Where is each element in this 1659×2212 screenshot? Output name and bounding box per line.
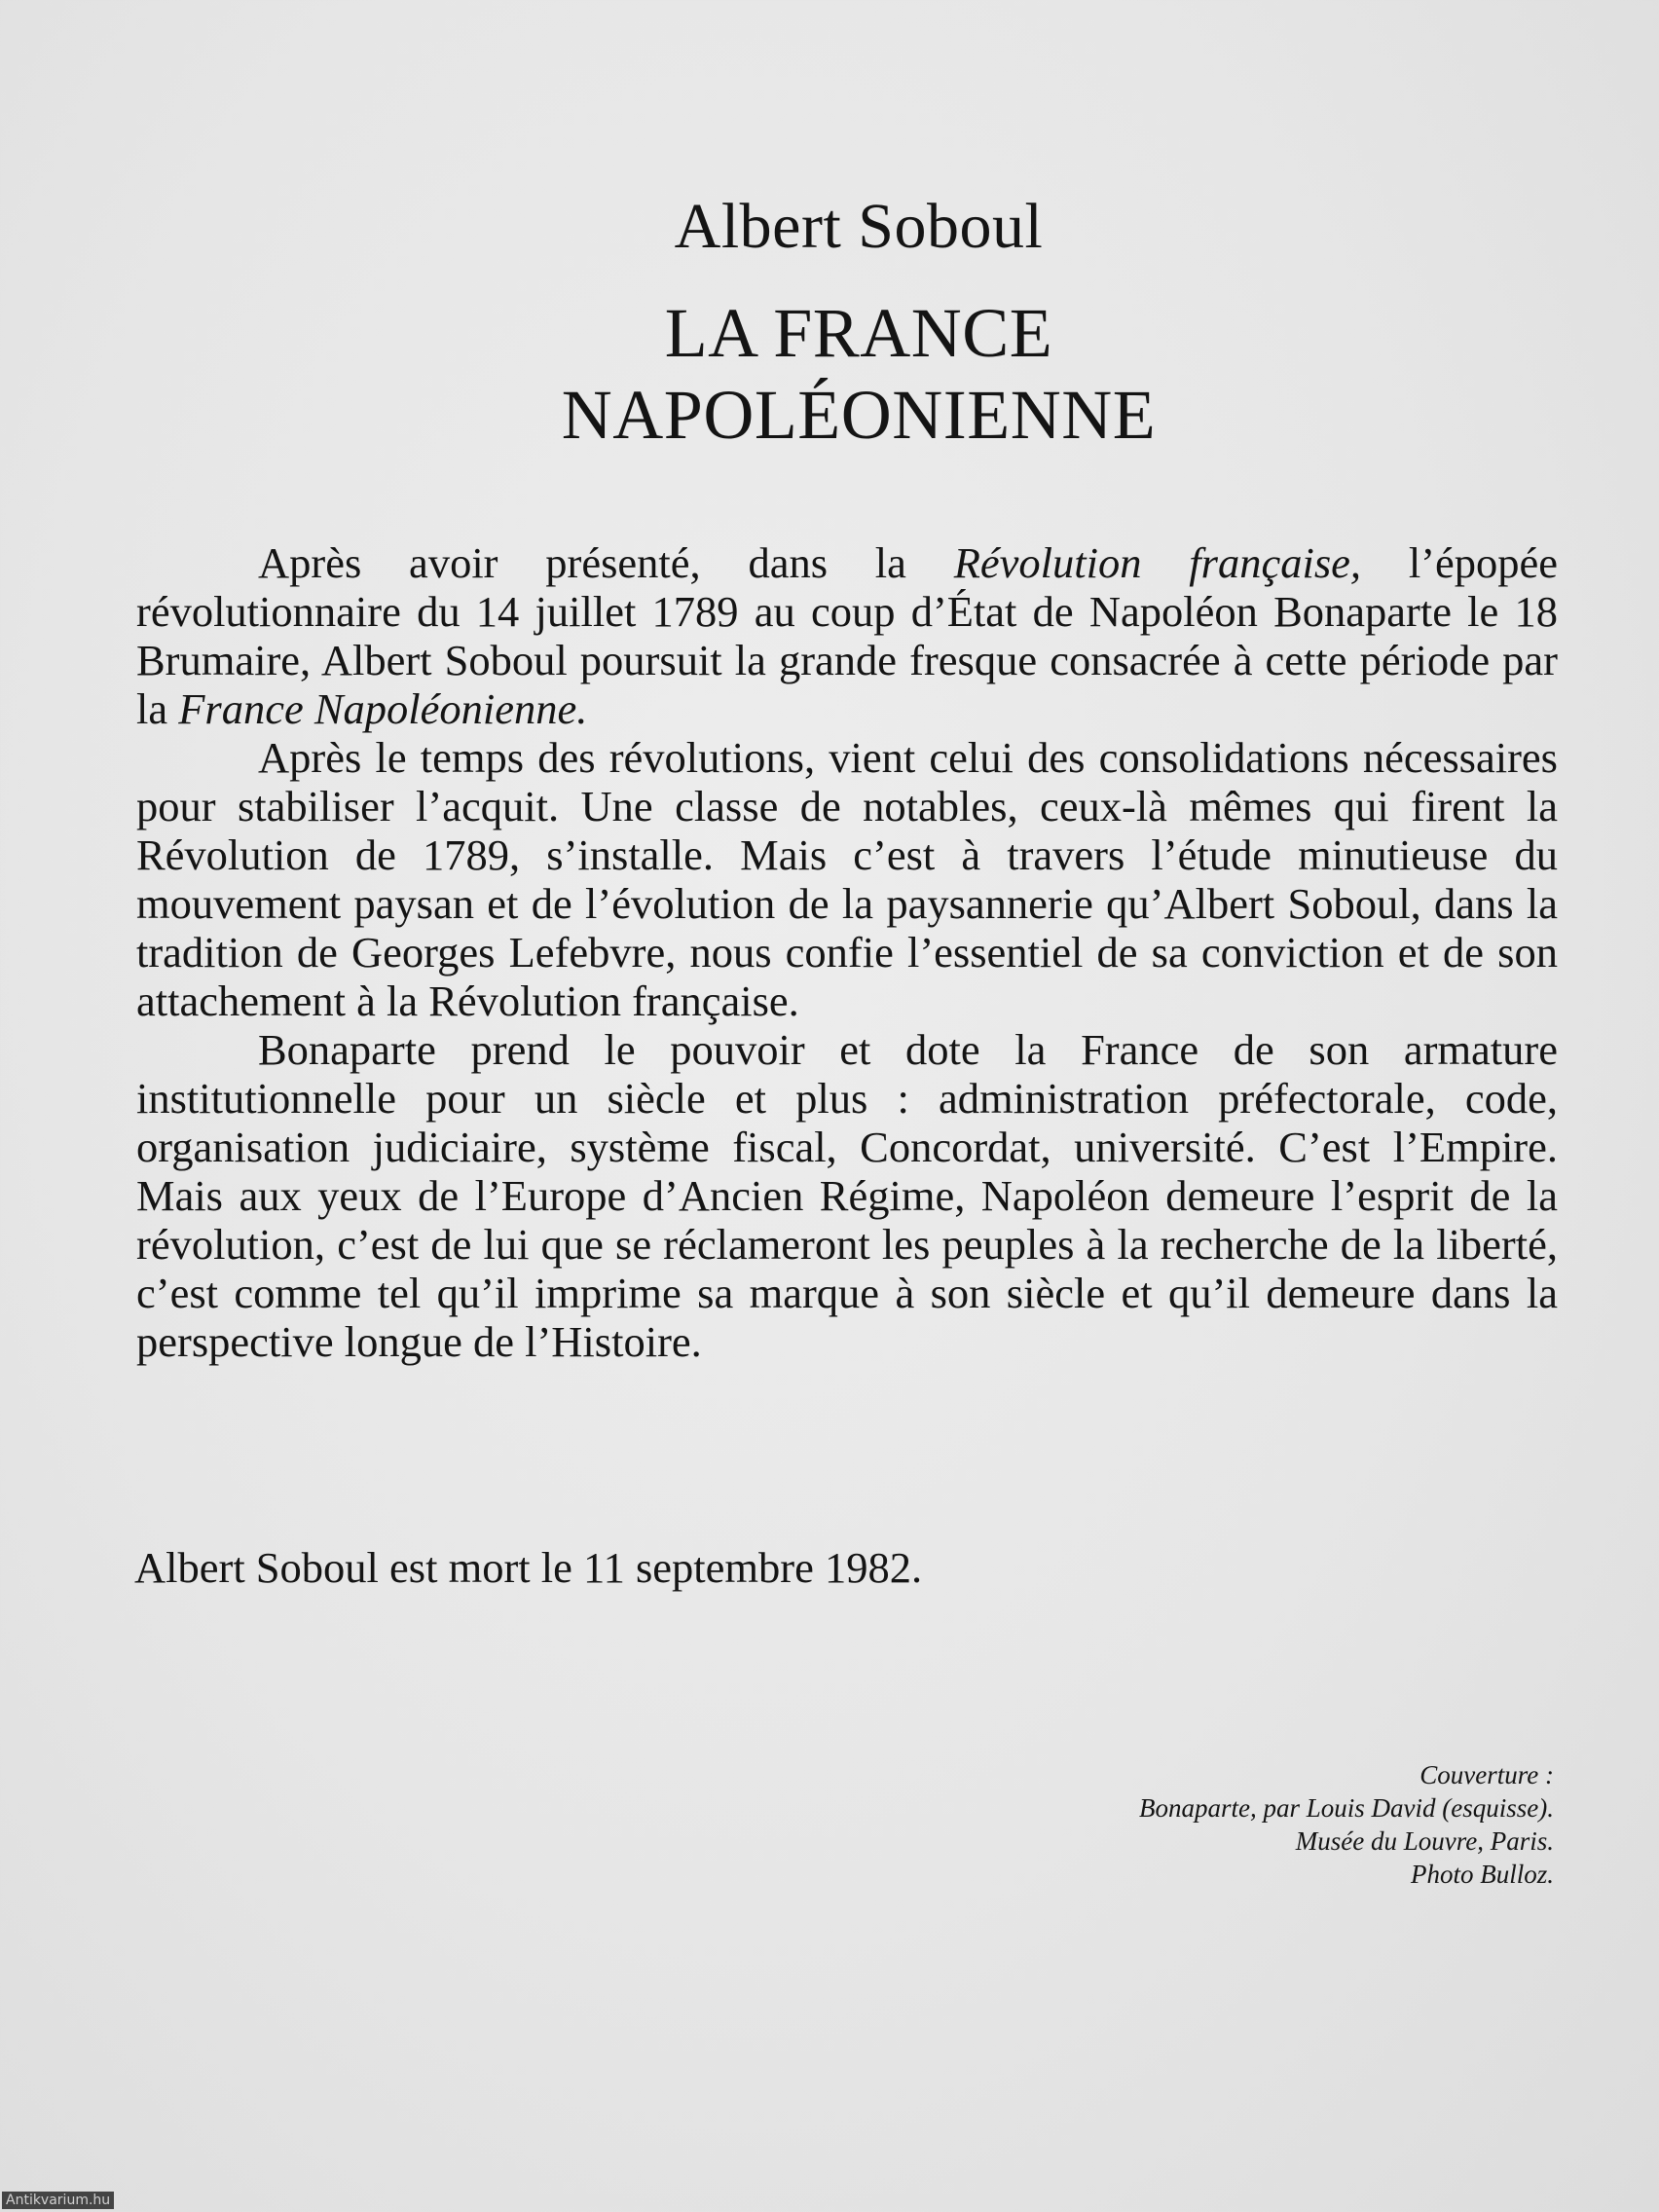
blurb-paragraph-3: Bonaparte prend le pouvoir et dote la France de son armature institutionnelle pour un siècle et plus : administration préfectorale, code, organisation judiciaire, système fiscal, Concordat, université. C’est l’Empire. Mais aux yeux de l’Europe d’Ancien Régime, Napoléon demeure l’esprit de la révolution, c’est de lui que se réclameront les peuples à la recherche de la liberté, c’est comme tel qu’il imprime sa marque à son siècle et qu’il demeure dans la perspective longue de l’Histoire.: [136, 1025, 1558, 1366]
blurb-paragraph-2: Après le temps des révolutions, vient celui des consolidations nécessaires pour stabiliser l’acquit. Une classe de notables, ceux-là mêmes qui firent la Révolution de 1789, s’installe. Mais c’est à travers l’étude minutieuse du mouvement paysan et de l’évolution de la paysannerie qu’Albert Soboul, dans la tradition de Georges Lefebvre, nous confie l’essentiel de sa conviction et de son attachement à la Révolution française.: [136, 733, 1558, 1025]
blurb: [136, 538, 1558, 1366]
cover-credits-line-4: Photo Bulloz.: [1411, 1860, 1554, 1889]
cover-credits: [1139, 1758, 1554, 1891]
watermark: Antikvarium.hu: [2, 2192, 114, 2209]
blurb-p1-italic-a: Révolution française,: [953, 538, 1362, 587]
cover-credits-line-3: Musée du Louvre, Paris.: [1295, 1826, 1554, 1856]
blurb-p1-text-b: l’épopée révolutionnaire du 14 juillet 1789 au coup d’État de Napoléon Bonaparte le 18 Brumaire, Albert Soboul poursuit la grande fresque consacrée à cette période par la: [136, 538, 1559, 733]
cover-credits-line-1: Couverture :: [1419, 1760, 1554, 1789]
cover-credits-line-2: Bonaparte, par Louis David (esquisse).: [1139, 1793, 1554, 1823]
book-title-line-1: LA FRANCE: [664, 294, 1053, 372]
blurb-p1-italic-b: France Napoléonienne.: [178, 684, 588, 733]
book-title: [0, 292, 1659, 456]
author-name: Albert Soboul: [674, 191, 1044, 262]
book-title-line-2: NAPOLÉONIENNE: [561, 376, 1157, 454]
death-note: Albert Soboul est mort le 11 septembre 1982.: [134, 1543, 923, 1592]
blurb-paragraph-1: [136, 538, 1558, 733]
blurb-p1-text-a: Après avoir présenté, dans la: [258, 538, 954, 587]
